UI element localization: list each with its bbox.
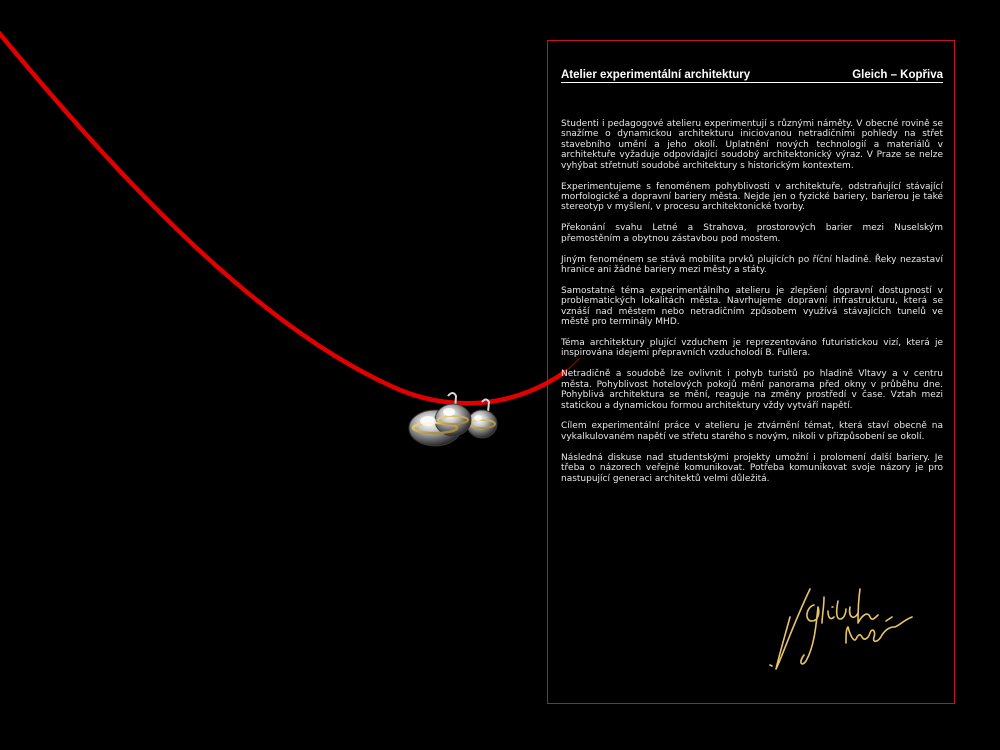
paragraph: Samostatné téma experimentálního atelieru je zlepšení dopravní dostupností v problematických lokalitách města. Navrhujeme dopravní infrastrukturu, která se vznáší nad městem nebo netradičním způsobem využívá stávajících tunelů ve městě pro terminály MHD.	[561, 285, 943, 328]
studio-authors: Gleich – Kopřiva	[852, 69, 943, 81]
signature	[762, 577, 922, 677]
paragraph: Experimentujeme s fenoménem pohyblivosti v architektuře, odstraňující stávající morfologické a dopravní bariery města. Nejde jen o fyzické bariery, barierou je také stereotyp v myšlení, v procesu architektonické tvorby.	[561, 181, 943, 213]
paragraph: Studenti i pedagogové atelieru experimentují s různými náměty. V obecné rovině se snažíme o dynamickou architekturu iniciovanou netradičními pohledy na střet stavebního umění a jeho okolí. Uplatnění nových technologií a materiálů v architektuře vyžaduje odpovídající soudobý architektonický výraz. V Praze se nelze vyhýbat střetnutí soudobé architektury s historickým kontextem.	[561, 119, 943, 171]
paragraph: Překonání svahu Letné a Strahova, prostorových barier mezi Nuselským přemostěním a obytnou zástavbou pod mostem.	[561, 223, 943, 244]
cable-pods	[409, 404, 497, 446]
red-cable	[0, 28, 565, 403]
paragraph: Cílem experimentální práce v atelieru je ztvárnění témat, která staví obecně na vykalkulovaném napětí ve střetu starého s novým, nikoli v přizpůsobení se okolí.	[561, 421, 943, 442]
paragraph: Následná diskuse nad studentskými projekty umožní i prolomení další bariery. Je třeba o názorech veřejné komunikovat. Potřeba komunikovat svoje názory je pro nastupující generaci architektů velmi důležitá.	[561, 452, 943, 484]
paragraph: Netradičně a soudobě lze ovlivnit i pohyb turistů po hladině Vltavy a v centru města. Pohyblivost hotelových pokojů mění panorama před okny v průběhu dne. Pohyblivá architektura se mění, reaguje na změny prostředí v čase. Vztah mezi statickou a dynamickou formou architektury vždy vytváří napětí.	[561, 369, 943, 411]
body-text	[561, 119, 943, 494]
paragraph: Jiným fenoménem se stává mobilita prvků plujících po říční hladině. Řeky nezastaví hranice ani žádné bariery mezi městy a státy.	[561, 254, 943, 275]
panel-header	[561, 69, 943, 83]
text-panel	[547, 40, 955, 704]
studio-title: Atelier experimentální architektury	[561, 69, 751, 81]
paragraph: Téma architektury plující vzduchem je reprezentováno futuristickou vizí, která je inspirována idejemi přepravních vzducholodí B. Fullera.	[561, 338, 943, 359]
